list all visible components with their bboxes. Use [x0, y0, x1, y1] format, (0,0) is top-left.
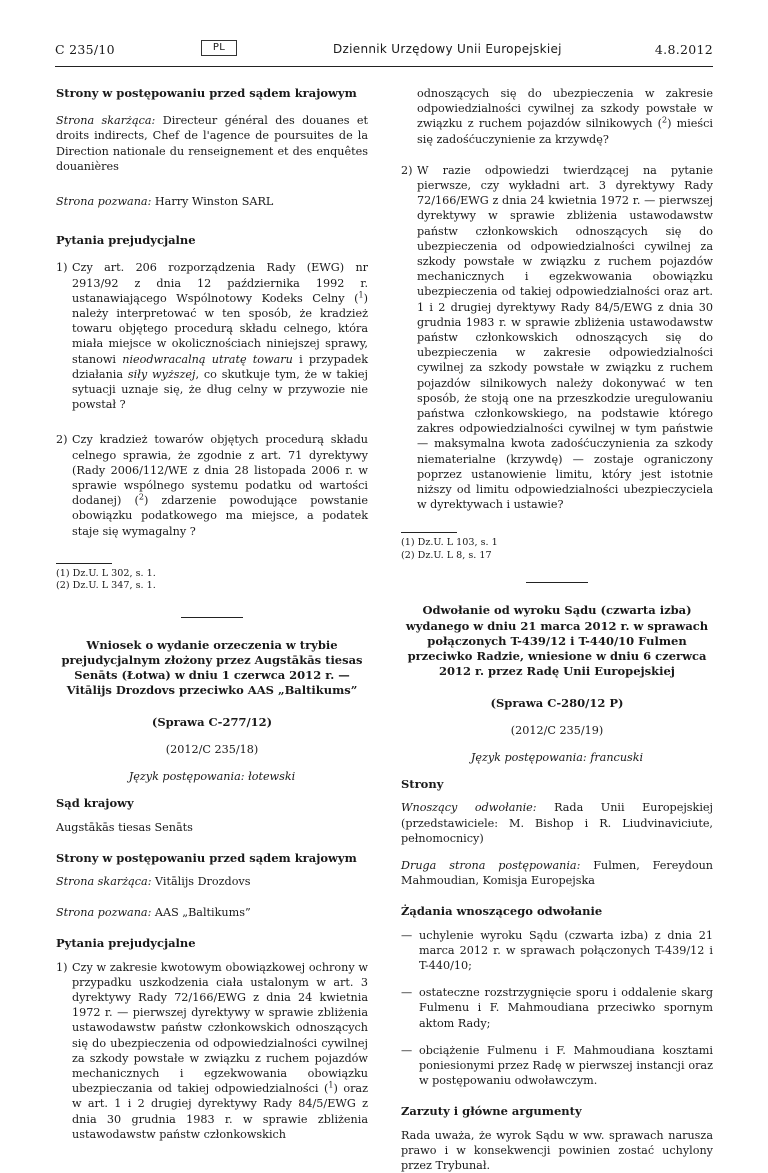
section-heading: Strony w postępowaniu przed sądem krajowym	[56, 850, 357, 865]
footnote-2: (2) Dz.U. L 8, s. 17	[401, 549, 492, 561]
footnote-rule	[56, 563, 112, 564]
other-party: Druga strona postępowania: Fulmen, Fereydoun Mahmoudian, Komisja Europejska	[401, 858, 713, 888]
case-reference: (2012/C 235/19)	[510, 723, 604, 737]
case-number: (Sprawa C-277/12)	[151, 714, 273, 729]
footnote-2: (2) Dz.U. L 347, s. 1.	[56, 580, 156, 592]
footnote-1: (1) Dz.U. L 302, s. 1.	[56, 567, 156, 579]
right-column	[401, 86, 713, 1173]
case-title: Odwołanie od wyroku Sądu (czwarta izba) wydanego w dniu 21 marca 2012 r. w sprawach połączonych T-439/12 i T-440/10 Fulmen przeciwko Radzie, wniesione w dniu 6 czerwca 2012 r. przez Radę Unii Europejskiej	[405, 603, 709, 679]
claim-1: — uchylenie wyroku Sądu (czwarta izba) z dnia 21 marca 2012 r. w sprawach połączonych T-439/12 i T-440/10;	[401, 928, 713, 972]
left-column	[56, 86, 368, 1142]
issue-date: 4.8.2012	[654, 42, 713, 57]
court-name: Augstākās tiesas Senāts	[56, 820, 193, 834]
appellant: Wnoszący odwołanie: Rada Unii Europejskiej (przedstawiciele: M. Bishop i R. Liudvinaviciute, pełnomocnicy)	[401, 801, 713, 845]
defendant: Strona pozwana: AAS „Baltikums”	[56, 906, 251, 920]
question-1-continued: odnoszących się do ubezpieczenia w zakresie odpowiedzialności cywilnej za szkody powstałe w związku z ruchem pojazdów silnikowych ($^2$) mieści się zadośćuczynienie za krzywdę?	[417, 87, 713, 146]
claim-3: — obciążenie Fulmenu i F. Mahmoudiana kosztami poniesionymi przez Radę w pierwszej instancji oraz w postępowaniu odwoławczym.	[401, 1043, 713, 1088]
footnote-1: (1) Dz.U. L 103, s. 1	[401, 537, 498, 549]
question-1: 1) Czy w zakresie kwotowym obowiązkowej ochrony w przypadku uszkodzenia ciała ustalonym w art. 3 dyrektywy Rady 72/166/EWG z dnia 24 kwietnia 1972 r. — pierwszej dyrektywy w sprawie zbliżenia ustawodawstw państw członkowskich odnoszących się do ubezpieczenia od odpowiedzialności cywilnej za szkody powstałe w związku z ruchem pojazdów mechanicznych i egzekwowania obowiązku ubezpieczania od takiej odpowiedzialności ($^1$) oraz w art. 1 i 2 drugiej dyrektywy Rady 84/5/EWG z dnia 30 grudnia 1983 r. w sprawie zbliżenia ustawodawstw państw członkowskich	[56, 960, 368, 1141]
arguments-text: Rada uważa, że wyrok Sądu w ww. sprawach narusza prawo i w konsekwencji powinien zostać uchylony przez Trybunał.	[401, 1128, 713, 1172]
parties-heading: Strony	[401, 777, 444, 792]
page-number: C 235/10	[55, 42, 115, 57]
language-badge: PL	[201, 40, 237, 56]
case-title: Wniosek o wydanie orzeczenia w trybie prejudycjalnym złożony przez Augstākās tiesas Senāts (Łotwa) w dniu 1 czerwca 2012 r. — Vitālijs Drozdovs przeciwko AAS „Baltikums”	[61, 637, 363, 698]
page-header	[55, 40, 713, 60]
journal-title: Dziennik Urzędowy Unii Europejskiej	[333, 42, 562, 56]
case-language: Język postępowania: francuski	[470, 750, 644, 764]
claimant: Strona skarżąca: Directeur général des douanes et droits indirects, Chef de l'agence de poursuites de la Direction nationale du renseignement et des enquêtes douanières	[56, 114, 369, 173]
questions-heading: Pytania prejudycjalne	[56, 233, 196, 248]
questions-heading: Pytania prejudycjalne	[56, 936, 196, 951]
claims-heading: Żądania wnoszącego odwołanie	[401, 904, 603, 919]
defendant: Strona pozwana: Harry Winston SARL	[56, 195, 274, 209]
case-language: Język postępowania: łotewski	[128, 770, 296, 784]
case-number: (Sprawa C-280/12 P)	[490, 695, 624, 710]
footnote-rule	[401, 532, 457, 533]
court-heading: Sąd krajowy	[56, 796, 134, 811]
question-1: 1) Czy art. 206 rozporządzenia Rady (EWG) nr 2913/92 z dnia 12 października 1992 r. ustanawiającego Wspólnotowy Kodeks Celny ($^1$) należy interpretować w ten sposób, że kradzież towaru objętego procedurą składu celnego, która miała miejsce w okolicznościach niniejszej sprawy, stanowi nieodwracalną utratę towaru i przypadek działania siły wyższej, co skutkuje tym, że w takiej sytuacji uznaje się, że dług celny w przywozie nie powstał ?	[56, 261, 368, 412]
arguments-heading: Zarzuty i główne argumenty	[401, 1104, 582, 1119]
claimant: Strona skarżąca: Vitālijs Drozdovs	[56, 874, 251, 888]
question-2: 2) Czy kradzież towarów objętych procedurą składu celnego sprawia, że zgodnie z art. 71 dyrektywy (Rady 2006/112/WE z dnia 28 listopada 2006 r. w sprawie wspólnego systemu podatku od wartości dodanej) ($^2$) zdarzenie powodujące powstanie obowiązku podatkowego ma miejsce, a podatek staje się wymagalny ?	[56, 433, 368, 538]
question-2: 2) W razie odpowiedzi twierdzącej na pytanie pierwsze, czy wykładni art. 3 dyrektywy Rady 72/166/EWG z dnia 24 kwietnia 1972 r. — pierwszej dyrektywy w sprawie zbliżenia ustawodawstw państw członkowskich odnoszących się do ubezpieczenia od odpowiedzialności cywilnej za szkody powstałe w związku z ruchem pojazdów mechanicznych i egzekwowania obowiązku ubezpieczenia od takiej odpowiedzialności oraz art. 1 i 2 drugiej dyrektywy Rady 84/5/EWG z dnia 30 grudnia 1983 r. w sprawie zbliżenia ustawodawstw państw członkowskich odnoszących się do ubezpieczenia w zakresie odpowiedzialności cywilnej za szkody powstałe w związku z ruchem pojazdów silnikowych należy dokonywać w ten sposób, że stoją one na przeszkodzie uregulowaniu państwa członkowskiego, na podstawie którego zakres odpowiedzialności cywilnej w tym państwie — maksymalna kwota zadośćuczynienia za szkody niematerialne (krzywdę) — zostaje ograniczony poprzez ustanowienie limitu, który jest istotnie niższy od limitu odpowiedzialności ubezpieczyciela w dyrektywach i ustawie?	[401, 163, 713, 512]
header-rule	[55, 66, 713, 67]
case-reference: (2012/C 235/18)	[165, 742, 259, 756]
claim-2: — ostateczne rozstrzygnięcie sporu i oddalenie skarg Fulmenu i F. Mahmoudiana przeciwko spornym aktom Rady;	[401, 986, 713, 1030]
section-heading: Strony w postępowaniu przed sądem krajowym	[56, 86, 357, 100]
